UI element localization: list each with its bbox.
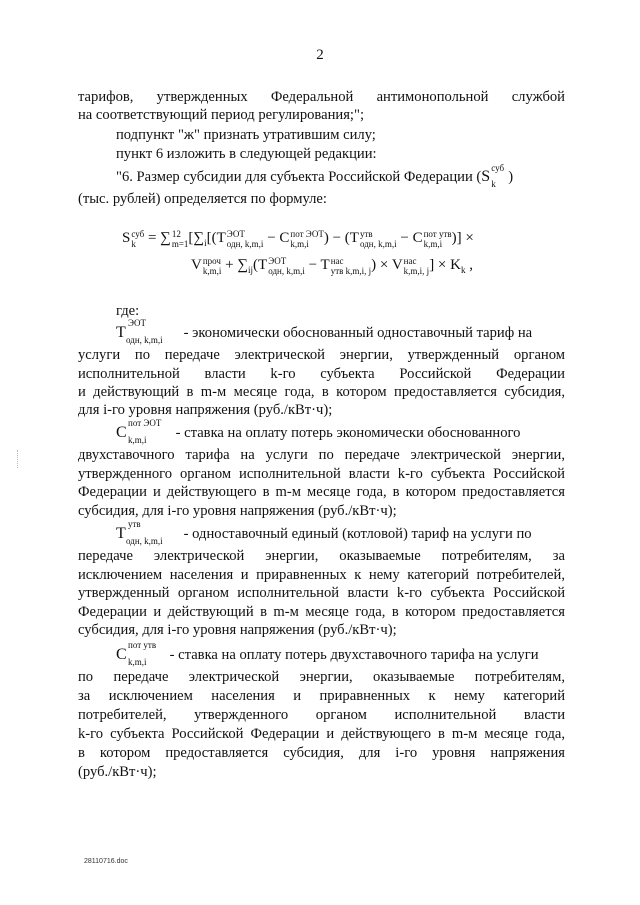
text-line: тарифов, утвержденных Федеральной антимонопольной службой [78, 89, 565, 105]
text-line: субсидия, для i-го уровня напряжения (руб./кВт·ч); [78, 622, 397, 638]
page-number: 2 [316, 47, 324, 63]
text-line: в котором предоставляется субсидия, для i-го уровня напряжения [78, 745, 565, 761]
text-span: "6. Размер субсидии для субъекта Российской Федерации ( [116, 169, 482, 185]
text-line: Федерации и действующего в m-м месяце года, в котором предоставляется [78, 484, 565, 500]
text-line: утвержденный органом исполнительной власти k-го субъекта Российской [78, 585, 565, 601]
text-line: передаче электрической энергии, оказываемые потребителям, за [78, 548, 565, 564]
text-line: на соответствующий период регулирования;"; [78, 107, 365, 123]
text-line: утвержденного органом исполнительной власти k-го субъекта Российской [78, 466, 565, 482]
definition-head [116, 519, 565, 546]
text-line: исключением населения и приравненных к нему категорий потребителей, [78, 567, 565, 583]
subsidy-symbol: S суб k [481, 163, 505, 189]
text-line: и действующий в m-м месяце года, в котором предоставляется субсидия, [78, 384, 565, 400]
text-span: - ставка на оплату потерь двухставочного тарифа на услуги [169, 647, 539, 663]
text-line: Федерации и действующий в m-м месяце года, в котором предоставляется [78, 604, 565, 620]
text-line: потребителей, утвержденного органом исполнительной власти [78, 707, 565, 723]
text-line: за исключением населения и приравненных к нему категорий [78, 688, 565, 704]
paragraph-6-line: "6. Размер субсидии для субъекта Российской Федерации (S суб k ) [116, 163, 514, 189]
scan-mark [17, 450, 19, 468]
text-line: подпункт "ж" признать утратившим силу; [116, 127, 376, 143]
definition-head [116, 318, 565, 345]
text-line: (тыс. рублей) определяется по формуле: [78, 191, 327, 207]
text-line: по передаче электрической энергии, оказываемые потребителям, [78, 669, 565, 685]
text-line: исполнительной власти k-го субъекта Российской Федерации [78, 366, 565, 382]
file-footer: 28110716.doc [84, 858, 128, 865]
text-span: - одноставочный единый (котловой) тариф на услуги по [183, 526, 532, 542]
loss-rate-eot-symbol: C пот ЭОТ k,m,i [116, 418, 162, 445]
text-line: субсидия, для i-го уровня напряжения (руб./кВт·ч); [78, 503, 397, 519]
text-line: k-го субъекта Российской Федерации и действующего в m-м месяце года, [78, 726, 565, 742]
text-line: услуги по передаче электрической энергии, утвержденный органом [78, 347, 565, 363]
text-line: для i-го уровня напряжения (руб./кВт·ч); [78, 402, 333, 418]
text-span: - ставка на оплату потерь экономически обоснованного [175, 425, 521, 441]
tariff-eot-symbol: T ЭОТ одн, k,m,i [116, 318, 163, 345]
loss-rate-utv-symbol: C пот утв k,m,i [116, 640, 157, 667]
text-line: (руб./кВт·ч); [78, 764, 157, 780]
text-line: двухставочного тарифа на услуги по передаче электрической энергии, [78, 447, 565, 463]
text-span: - экономически обоснованный одноставочный тариф на [183, 325, 533, 341]
definition-head [116, 640, 565, 667]
formula-line-1: S суб k = ∑ 12 m=1 [$\sum_i[(T$ ЭОТ одн, k,m,i − C пот ЭОТ k,m,i ) − (T утв одн, k,m,i − C пот утв k,m,i )] × [122, 228, 474, 249]
definition-head [116, 418, 565, 445]
formula-line-2: V проч k,m,i + $\sum_{ij}(T$ ЭОТ одн, k,m,i − T нас утв k,m,i, j ) × V нас k,m,i, j ] × $K_k$ , [191, 255, 473, 276]
tariff-utv-symbol: T утв одн, k,m,i [116, 519, 163, 546]
text-line: пункт 6 изложить в следующей редакции: [116, 146, 377, 162]
text-line: где: [116, 303, 140, 319]
